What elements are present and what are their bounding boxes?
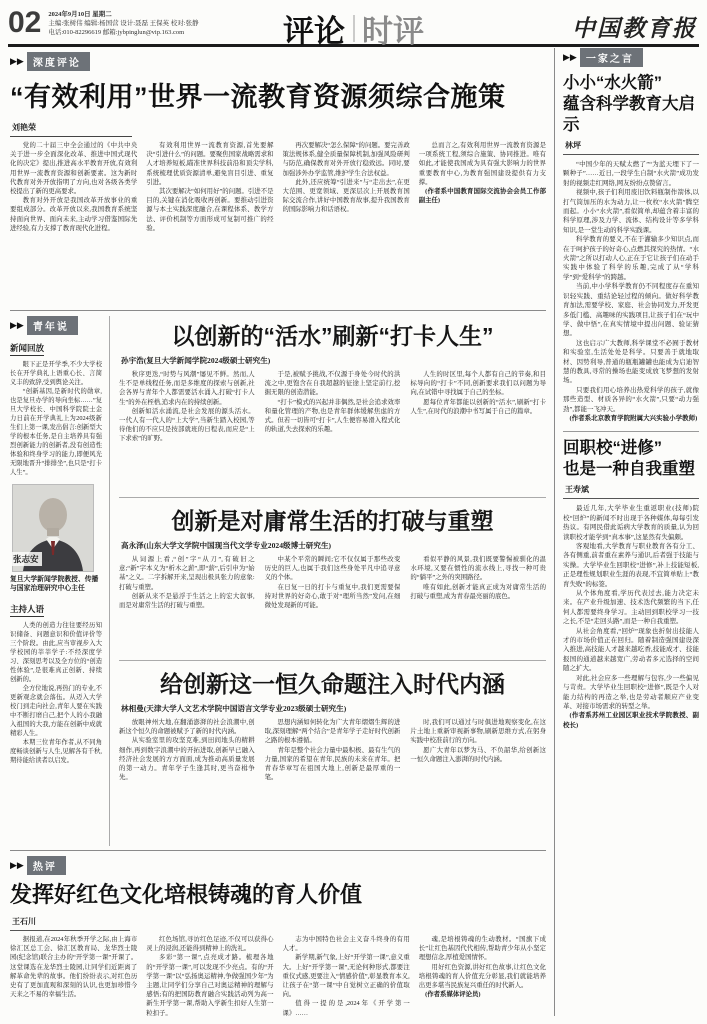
body-paragraph: 在日复一日的打卡与重复中,我们更需要保持对世界的好奇心,敢于对“理所当然”发问,在细微处发现新的可能。: [264, 583, 401, 610]
deep-tag-row: [10, 52, 546, 71]
youth-article-1: [119, 318, 546, 498]
masthead-logo: 中国教育报: [572, 15, 697, 42]
hot-body: [10, 935, 546, 1016]
hot-column-4: [419, 935, 546, 1016]
hot-headline: 发挥好红色文化培根铸魂的育人价值: [10, 882, 363, 907]
deep-body: [10, 141, 546, 306]
title-divider: [353, 15, 354, 42]
body-paragraph: 从词源上看,“创”字“从刀”,有破旧之意;“新”字本义为“析木之薪”,即“薪”,后引申为“始基”之义。二字拆解开来,呈现出极具张力的意象:打破与重塑。: [119, 556, 255, 591]
body-paragraph: 创新从来不是悬浮于生活之上的宏大叙事,而是对庸常生活的打破与重塑。: [119, 592, 255, 610]
section-arrow-icon: ▶▶: [10, 860, 24, 870]
youth-section: [10, 310, 546, 846]
hot-column-2: [146, 935, 273, 1016]
body-paragraph: 只要我们用心培养出热爱科学的孩子,就像那些造型、材质各异的“水火箭”,只要“动力强劲”,都能一飞冲天。: [563, 386, 699, 413]
page-number: 02: [8, 6, 42, 39]
hot-author: 王石川: [10, 914, 130, 931]
deep-column-1: [10, 141, 137, 306]
body-paragraph: 最近几年,大学毕业生重返职业(技师)院校“回炉”的新闻不时出现于各种媒体,每每引发热议。有网民借此诟病大学教育的质量,认为回读职校才能学到“真本事”,这显然有失偏颇。: [563, 505, 699, 541]
body-paragraph: (作者系媒体评论员): [425, 991, 481, 999]
section-title-secondary: 时评: [362, 14, 424, 49]
body-paragraph: 党的二十届三中全会通过的《中共中央关于进一步全面深化改革、推进中国式现代化的决定》提出,推进高水平教育开放,有效利用世界一流教育资源和创新要素。这为新时代教育对外开放指明了方向,也对各级各类学校提出了新的更高要求。: [10, 142, 138, 196]
body-paragraph: “创新基因,是新时代的勋章,也是复旦办学的导向坐标……”复旦大学校长、中国科学院院士金力日前在开学典礼上为2024级新生们上第一课,发出倡言:创新型大学的根本任务,是自主培养具有强烈创新能力的创新者,没有创造性体验和终身学习的能力,即便风光无限地晋升“排排坐”,也只是“打卡人生”。: [10, 388, 102, 476]
body-paragraph: 再次要解决“怎么保障”的问题。要完善政策法规体系,健全质量保障机制,加强风险研判与防范,确保教育对外开放行稳致远。同时,要加强涉外办学监管,维护学生合法权益。: [282, 142, 410, 177]
article-column: [119, 555, 255, 655]
vocational-author: 王寿斌: [563, 482, 699, 499]
right-column: [554, 48, 699, 1016]
article-column: [119, 370, 255, 492]
body-paragraph: 愿每位青年都能以创新的“活水”,刷新“打卡人生”,在时代的浪潮中书写属于自己的篇章。: [410, 398, 546, 415]
body-paragraph: 人类的创造力往往要经历知识储备、问题意识和价值评价等三个阶段。由此,应当审视步入大学校园的莘莘学子:不经深度学习、深刻思考以及全方位的“创造性体验”,是很难真正创新、持续创新的。: [10, 622, 102, 683]
body-paragraph: (作者系北京教育学院附属大兴实验小学教师): [569, 414, 698, 422]
youth-articles: [110, 316, 546, 846]
youth-section-tag: 青年说: [27, 316, 78, 335]
body-paragraph: 从实验室里的攻坚克难,到田间地头的精耕细作,再到数字浪潮中的开拓进取,创新早已融入经济社会发展的方方面面,成为推动高质量发展的第一动力。青年学子生逢其时,更当奋楫争先。: [119, 737, 255, 782]
host-remarks-label: 主持人语: [10, 603, 44, 617]
body-paragraph: 教育对外开放是我国改革开放事业的重要组成部分。改革开放以来,我国教育系统坚持面向世界、面向未来,主动学习借鉴国际先进经验,有力支撑了教育现代化进程。: [10, 197, 138, 232]
one-voice-headline: 小小“水火箭” 蕴含科学教育大启示: [563, 74, 695, 134]
one-voice-section-tag: 一家之言: [580, 48, 643, 67]
body-paragraph: 志为中国特色社会主义奋斗终身的有用人才。: [282, 936, 410, 953]
deep-author: 刘艳荣: [10, 120, 132, 137]
hot-commentary-section: [10, 850, 546, 1016]
body-paragraph: 中某个平常的瞬间;它不仅仅属于那些改变历史的巨人,也属于我们这些身处平凡中追寻意义的个体。: [264, 556, 401, 582]
body-paragraph: 有效利用世界一流教育资源,首先要解决“引进什么”的问题。要聚焦国家战略需求和人才培养短板,瞄准世界科技前沿和顶尖学科,系统梳理优质资源清单,避免盲目引进、重复引进。: [146, 142, 274, 186]
hot-column-1: [10, 935, 137, 1016]
body-paragraph: 全方位地说,再热门的专业,不更新观念就会落伍。从迈入大学校门到走向社会,青年人要在实践中不断打磨自己,把个人的小我融入祖国的大我,方能在创新中成就精彩人生。: [10, 685, 102, 737]
body-paragraph: 据报道,在2024年秋季开学之际,由上海市徐汇区总工会、徐汇区教育局、龙华烈士陵园(纪念馆)联合主办的“开学第一课”开课了。这堂课选在龙华烈士陵园,让同学们近距离了解革命先辈的故事。他们纷纷表示,对红色历史有了更加直观和深刻的认识,也更加珍惜今天来之不易的幸福生活。: [10, 936, 138, 999]
youth-article-2-headline: 创新是对庸常生活的打破与重塑: [171, 508, 494, 534]
body-paragraph: 客观地看,大学教育与职业教育各有分工、各有侧重,前者重在素养与通识,后者强于技能与实操。大学毕业生回职校“进修”,补上技能短板,正是理性规划职业生涯的表现,不宜简单贴上“教育失败”的标签。: [563, 543, 699, 588]
body-paragraph: (作者系中国教育国际交流协会会员工作部副主任): [418, 188, 546, 205]
deep-section-tag: 深度评论: [27, 52, 90, 71]
body-paragraph: “打卡”模式的兴起并非偶然,是社会追求效率和量化管理的产物,也是青年群体缓解焦虑的方式。但若一切皆可“打卡”,人生便容易滑入程式化的轨道,失去探索的乐趣。: [264, 398, 401, 434]
section-arrow-icon: ▶▶: [563, 52, 577, 62]
body-paragraph: 秋序更迭,“时势与风潮”屡见不鲜。然而,人生不是单线程任务,而是多维度的探索与创新,社会各界与青年个人都需要活水涌入,打破“打卡人生”的外在桎梏,追求内在的持续创新。: [119, 371, 255, 406]
deep-column-3: [283, 141, 410, 306]
body-paragraph: 此外,还应统筹“引进来”与“走出去”,在更大范围、更宽领域、更深层次上开展教育国际交流合作,讲好中国教育故事,提升我国教育的国际影响力和话语权。: [282, 178, 410, 214]
body-paragraph: 值得一提的是,2024年《开学第一课》……: [282, 1000, 410, 1016]
hot-tag-row: [10, 856, 546, 875]
hot-column-3: [283, 935, 410, 1016]
staff-line: 主编:张树伟 编辑:杨国营 设计:聂磊 王保英 校对:张静: [48, 20, 199, 27]
body-paragraph: 从社会角度看,“回炉”现象也折射出技能人才的市场价值正在回归。随着制造强国建设深入推进,高技能人才越来越吃香,技能成才、技能报国的通道越来越宽广,劳动者多元选择的空间随之扩大。: [563, 627, 699, 673]
body-paragraph: 红色场馆,寻访红色足迹,不仅可以获得心灵上的浸润,还能得到精神上的洗礼。: [146, 936, 274, 953]
section-arrow-icon: ▶▶: [10, 320, 24, 330]
body-paragraph: 于是,被赋予挑战,不仅源于身处今时代的洪流之中,更饱含在自我超越的征途上坚定前行,挖掘无限的创造潜能。: [264, 371, 401, 397]
deep-column-2: [146, 141, 273, 306]
host-title: 复旦大学新闻学院教授、传播与国家治理研究中心主任: [10, 576, 99, 592]
body-paragraph: 看似平静的风景,我们既要警惕被驯化的温水环境,又要在惯性的流水线上,寻找一种可贵的“躺平”之外的突围路径。: [410, 556, 546, 582]
body-paragraph: 青年是整个社会力量中最积极、最有生气的力量,国家的希望在青年,民族的未来在青年。把青春华章写在祖国大地上,创新是最厚重的一笔。: [264, 746, 401, 782]
date-line: 2024年9月10日 星期二: [48, 11, 112, 18]
deep-headline: “有效利用”世界一流教育资源须综合施策: [10, 82, 506, 112]
article-column: [265, 718, 401, 846]
body-paragraph: 眼下正是开学季,不少大学校长在开学典礼上语重心长、言简义丰的致辞,受到舆论关注。: [10, 361, 102, 386]
one-voice-author: 林坪: [563, 138, 699, 155]
body-paragraph: 这也启示广大教师,科学课堂不必囿于教材和实验室,生活处处是科学。只要善于就地取材、因势利导,普通的瓶瓶罐罐也能成为启迪智慧的教具,寻常的操场也能变成放飞梦想的发射场。: [563, 339, 699, 385]
news-recap-body: [10, 360, 102, 477]
body-paragraph: 对此,社会应多一些理解与包容,少一些偏见与苛责。大学毕业生回职校“进修”,既是个人对能力结构的再造之举,也是劳动者顺应产业变革、对接市场需求的转型之举。: [563, 674, 699, 710]
body-paragraph: 总而言之,有效利用世界一流教育资源是一项系统工程,须综合施策、协同推进。唯有如此,才能使我国成为具有强大影响力的世界重要教育中心,为教育强国建设提供有力支撑。: [418, 142, 546, 186]
body-paragraph: 当前,中小学科学教育仍不同程度存在重知识轻实践、重结论轻过程的倾向。做好科学教育加法,需要学校、家庭、社会协同发力,开发更多低门槛、高趣味的实践项目,让孩子们在“玩中学、做中悟”,在真实情境中提出问题、验证猜想。: [563, 283, 699, 338]
article-column: [265, 555, 401, 655]
body-paragraph: 用好红色资源,讲好红色故事,让红色文化培根铸魂的育人价值充分彰显,我们就能培养出更多堪当民族复兴重任的时代新人。: [418, 963, 546, 990]
body-paragraph: 愿广大青年以梦为马、不负韶华,给创新这一恒久命题注入澎湃的时代内涵。: [410, 746, 546, 763]
publication-info: [48, 6, 238, 37]
youth-article-1-byline: 孙宇浩(复旦大学新闻学院2024级硕士研究生): [121, 356, 271, 365]
body-paragraph: 本期三位青年作者,从不同角度畅谈创新与人生,见解各有千秋,期待能给读者以启发。: [10, 739, 102, 764]
article-column: [265, 370, 401, 492]
body-paragraph: 其次要解决“如何用好”的问题。引进不是目的,关键在消化吸收再创新。要推动引进资源与本土实践深度融合,在课程体系、教学方法、评价机制等方面形成可复制可推广的经验。: [146, 188, 274, 232]
article-column: [410, 718, 546, 846]
youth-article-3-byline: 林相曼(天津大学人文艺术学院中国语言文学专业2023级硕士研究生): [121, 704, 347, 713]
body-paragraph: 从个体角度看,学历代表过去,能力决定未来。在产业升级加速、技术迭代频繁的当下,任何人都需要终身学习。主动回到职校学习一技之长,不是“走回头路”,而是一种自我重塑。: [563, 590, 699, 626]
body-paragraph: 视频中,孩子们利用废旧饮料瓶制作箭体,以打气筒加压的水为动力,让一枚枚“水火箭”腾空而起。小小“水火箭”,看似简单,却蕴含着丰富的科学原理,涉及力学、流体、结构设计等多学科知识,是一堂生动的科学实践课。: [563, 189, 699, 234]
host-photo-wrap: [12, 484, 100, 572]
body-paragraph: 人生的时区里,每个人都有自己的节奏,和目标导向的“打卡”不同,创新要求我们以问题为导向,在试错中寻找属于自己的坐标。: [410, 371, 546, 397]
body-paragraph: 新学期,新气象,上好“开学第一课”,意义重大。上好“开学第一课”,无论何种形式,都要注重仪式感,更要注入“情感价值”,彰显教育本义,让孩子在“第一课”中自觉树立正确的价值取向。: [282, 954, 410, 999]
one-voice-article: [563, 48, 699, 423]
vocational-body: [563, 504, 699, 730]
body-paragraph: 魂,是培根铸魂的生动教材。“国旗下成长”让红色基因代代相传,帮助青少年从小坚定理想信念,厚植爱国情怀。: [418, 936, 546, 962]
body-paragraph: 思想内涵如何转化为广大青年熠熠生辉的进取,深刻理解“两个结合”是青年学子走好时代创新之路的根本遵循。: [264, 719, 401, 745]
body-paragraph: 创新如活水涌流,是社会发展的源头活水。一代人有一代人的“上大学”,当新生踏入校园,等待他们的不应只是按部就班的日程表,而应是“上下求索”的旷野。: [119, 407, 255, 443]
youth-article-1-headline: 以创新的“活水”刷新“打卡人生”: [171, 323, 494, 349]
body-paragraph: 科学教育的要义,不在于灌输多少知识点,而在于呵护孩子的好奇心,点燃其探究的热情。“水火箭”之所以打动人心,正在于它让孩子们在动手实践中体验了科学的乐趣,完成了从“学科学”到“爱科学”的跨越。: [563, 236, 699, 281]
youth-left-column: [10, 316, 110, 846]
youth-article-2: [119, 503, 546, 661]
section-title-primary: 评论: [283, 14, 345, 49]
body-paragraph: “中国少年的天赋太燃了”“为蓝天埋下了一颗种子”……近日,一段学生自制“水火箭”成功发射的视频走红网络,网友纷纷点赞留言。: [563, 161, 699, 187]
section-title: [283, 6, 424, 51]
deep-column-4: [419, 141, 546, 306]
youth-article-3-headline: 给创新这一恒久命题注入时代内涵: [160, 671, 505, 697]
news-recap-label: 新闻回放: [10, 342, 44, 356]
contact-line: 电话:010-82296619 邮箱:jybpinglun@vip.163.com: [48, 29, 185, 36]
host-name: 张志安: [12, 552, 42, 566]
article-column: [410, 370, 546, 492]
youth-article-3: [119, 666, 546, 846]
body-paragraph: 时,我们可以通过与时俱进地观察变化,在这片土地上重新审视新事物,刷新思维方式,在躬身实践中校准前行的方向。: [410, 719, 546, 745]
one-voice-body: [563, 160, 699, 423]
section-arrow-icon: ▶▶: [10, 56, 24, 66]
body-paragraph: 放眼神州大地,在翻涌澎湃的社会浪潮中,创新这个恒久的命题被赋予了新的时代内涵。: [119, 719, 255, 736]
article-column: [410, 555, 546, 655]
body-paragraph: 唯有如此,创新才能真正成为对庸常生活的打破与重塑,成为青春最亮丽的底色。: [410, 583, 546, 600]
deep-commentary-section: [10, 52, 546, 306]
right-column-divider: [563, 431, 699, 432]
page-header: [8, 6, 699, 47]
vocational-article: [563, 438, 699, 730]
youth-tag-row: [10, 316, 102, 335]
hot-section-tag: 热评: [27, 856, 66, 875]
article-column: [119, 718, 255, 846]
body-paragraph: (作者系苏州工业园区职业技术学院教授、副校长): [563, 712, 699, 729]
youth-article-2-byline: 高永泽(山东大学文学院中国现当代文学专业2024级博士研究生): [121, 541, 332, 550]
one-voice-tag-row: [563, 48, 699, 67]
body-paragraph: 多彩“第一课”,点亮成才路。梳理各地的“开学第一课”,可以发现不少亮点。有的“开学第一课”以“弘扬奥运精神,争做强国少年”为主题,让同学们分享自己对奥运精神的理解与感悟;有的把国防教育融合实践活动列为高一新生开学第一课,帮助入学新生扣好人生第一粒扣子。: [146, 954, 274, 1016]
vocational-headline: 回职校“进修” 也是一种自我重塑: [563, 439, 695, 479]
host-remarks-body: [10, 621, 102, 765]
